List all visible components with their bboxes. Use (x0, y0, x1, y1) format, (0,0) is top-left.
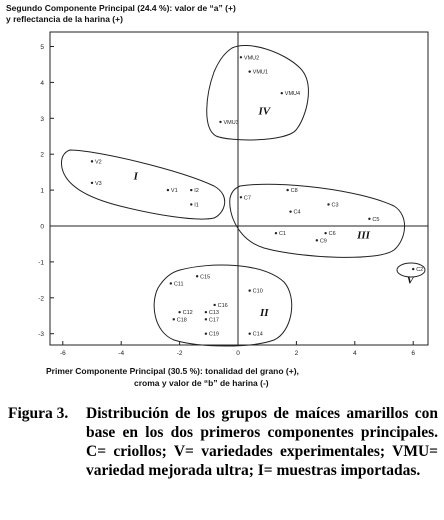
y-axis-title-line-1: Segundo Componente Principal (24.4 %): valor de “a” (+) (6, 3, 236, 13)
point-label: C6 (328, 231, 336, 238)
data-point (173, 318, 175, 320)
y-tick-label: 1 (40, 187, 44, 195)
data-point (412, 268, 414, 270)
point-label: C19 (208, 331, 219, 338)
point-label: I2 (194, 188, 199, 195)
point-label: C7 (243, 195, 251, 202)
point-label: VMU2 (243, 55, 260, 62)
point-label: C15 (200, 274, 211, 281)
data-point (205, 318, 207, 320)
point-label: VMU3 (223, 119, 239, 126)
group-label: II (259, 306, 269, 319)
point-label: V3 (95, 180, 102, 187)
data-point (167, 189, 169, 191)
point-label: C16 (217, 302, 228, 309)
point-label: C11 (173, 281, 184, 288)
data-point (368, 218, 370, 220)
x-axis-title-line-1: Primer Componente Principal (30.5 %): tonalidad del grano (+), (46, 366, 299, 376)
data-point (240, 56, 242, 58)
data-point (327, 203, 329, 205)
group-i-outline (61, 150, 224, 219)
data-point (281, 92, 283, 94)
data-point (196, 275, 198, 277)
x-tick-label: 4 (352, 350, 357, 357)
y-tick-label: 5 (40, 44, 44, 51)
data-point (248, 333, 250, 335)
data-point (213, 304, 215, 306)
point-label: C17 (208, 317, 219, 324)
caption-text: Distribución de los grupos de maíces amarillos con base en los dos primeros componentes principales. C= criollos; V= variedades experimentales; VMU= variedad mejorada ultra; I= muestras importadas. (86, 405, 438, 479)
point-label: C13 (208, 310, 219, 317)
group-label: IV (258, 105, 271, 118)
data-point (91, 160, 93, 162)
x-tick-label: 0 (236, 350, 240, 357)
point-label: C9 (319, 238, 327, 245)
x-tick-label: 6 (411, 350, 416, 357)
y-tick-label: 3 (40, 115, 44, 123)
y-tick-label: 2 (40, 151, 44, 159)
data-point (91, 182, 93, 184)
point-label: V2 (95, 159, 102, 166)
point-label: VMU4 (284, 91, 301, 98)
data-point (190, 203, 192, 205)
data-point (205, 333, 207, 335)
point-label: C14 (252, 331, 263, 338)
point-label: C1 (278, 231, 286, 238)
point-label: VMU1 (252, 69, 268, 76)
data-point (316, 239, 318, 241)
x-axis-title-line-2: croma y valor de “b” de harina (-) (134, 378, 269, 388)
data-point (289, 210, 291, 212)
point-label: C3 (331, 202, 339, 209)
caption-label: Figura 3. (8, 405, 69, 422)
y-tick-label: 0 (40, 223, 44, 231)
x-tick-label: -4 (118, 350, 125, 357)
x-tick-label: -2 (176, 350, 183, 357)
point-label: C10 (252, 288, 263, 295)
group-label: III (357, 229, 370, 242)
data-point (178, 311, 180, 313)
data-point (170, 282, 172, 284)
point-label: C4 (293, 209, 301, 216)
data-point (324, 232, 326, 234)
point-label: C12 (182, 310, 193, 317)
data-point (286, 189, 288, 191)
y-tick-label: -2 (38, 295, 44, 303)
point-label: C2 (416, 267, 424, 274)
data-point (248, 70, 250, 72)
data-point (248, 289, 250, 291)
data-point (190, 189, 192, 191)
y-tick-label: 4 (40, 79, 44, 87)
point-label: C18 (176, 317, 187, 324)
y-tick-label: -3 (38, 331, 44, 339)
x-tick-label: -6 (59, 350, 66, 357)
data-point (240, 196, 242, 198)
point-label: C8 (290, 188, 298, 195)
data-point (219, 121, 221, 123)
data-point (275, 232, 277, 234)
group-label: V (406, 274, 414, 287)
x-tick-label: 2 (294, 350, 299, 357)
point-label: V1 (170, 188, 178, 195)
group-label: I (133, 170, 138, 183)
y-axis-title-line-2: y reflectancia de la harina (+) (6, 14, 123, 24)
figure-caption (8, 404, 438, 480)
plot-frame (50, 32, 428, 345)
y-tick-label: -1 (38, 259, 44, 267)
point-label: I1 (194, 202, 199, 209)
point-label: C5 (372, 216, 380, 223)
data-point (205, 311, 207, 313)
